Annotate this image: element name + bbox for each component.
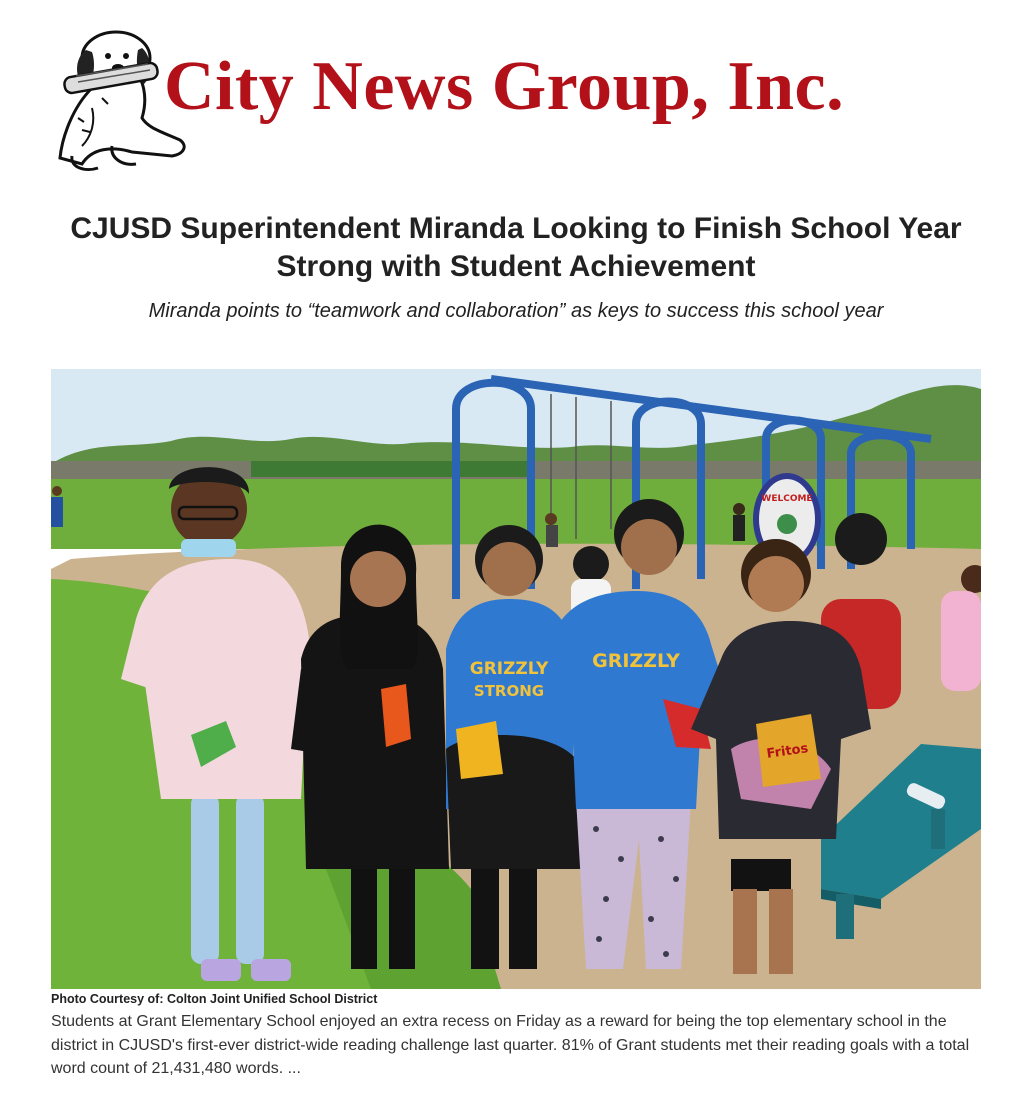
shirt-text-grizzly-2: GRIZZLY	[592, 650, 680, 672]
masthead	[52, 28, 982, 174]
photo-credit: Photo Courtesy of: Colton Joint Unified School District	[51, 992, 378, 1006]
shirt-text-strong: STRONG	[473, 682, 545, 700]
fritos-bag	[756, 714, 821, 787]
shirt-text-grizzly: GRIZZLY	[469, 659, 549, 679]
photo-caption: Students at Grant Elementary School enjoyed an extra recess on Friday as a reward for being the top elementary school in the district in CJUSD's first-ever district-wide reading challenge last quarter. 81% of Grant students met their reading goals with a total word count of 21,431,480 words. ...	[51, 1013, 970, 1077]
brand-name[interactable]: City News Group, Inc.	[164, 48, 845, 125]
article-subheadline: Miranda points to “teamwork and collaboration” as keys to success this school year	[148, 300, 884, 322]
article-headline: CJUSD Superintendent Miranda Looking to Finish School Year Strong with Student Achievement	[70, 212, 962, 283]
article-photo	[51, 369, 981, 989]
snack-text: Fritos	[765, 741, 810, 762]
sign-text: WELCOME	[761, 494, 813, 504]
